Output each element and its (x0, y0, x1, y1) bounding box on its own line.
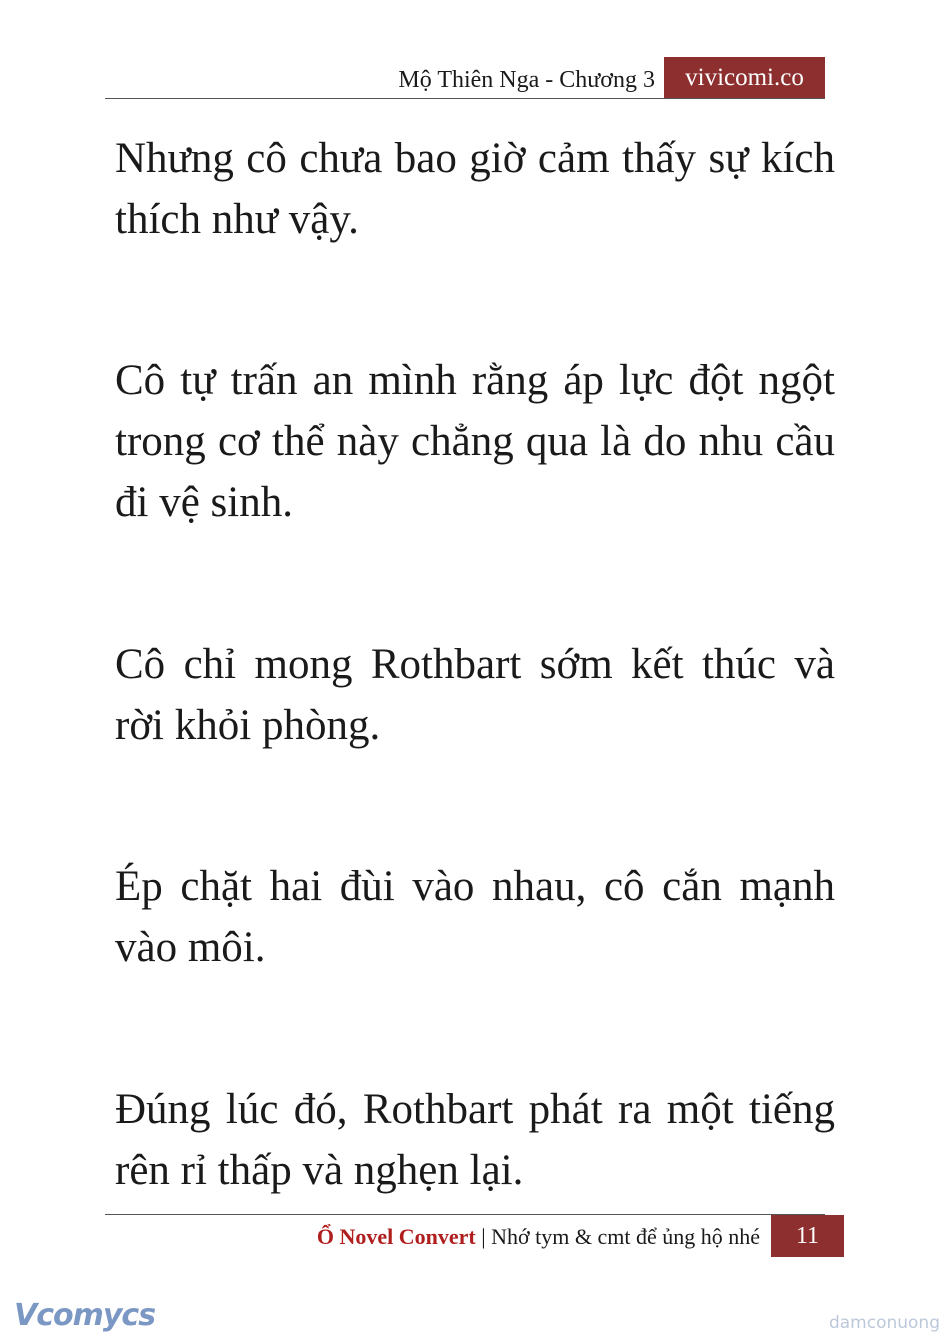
paragraph-5: Đúng lúc đó, Rothbart phát ra một tiếng rên rỉ thấp và nghẹn lại. (115, 1086, 835, 1194)
footer-credit (240, 1218, 760, 1256)
header-divider (105, 98, 825, 99)
watermark-right: damconuong (828, 1313, 940, 1333)
paragraph-3: Cô chỉ mong Rothbart sớm kết thúc và rời khỏi phòng. (115, 641, 835, 749)
paragraph-1: Nhưng cô chưa bao giờ cảm thấy sự kích thích như vậy. (115, 135, 835, 243)
paragraph-2: Cô tự trấn an mình rằng áp lực đột ngột trong cơ thể này chẳng qua là do nhu cầu đi vệ sinh. (115, 357, 835, 526)
footer-brand: Ổ Novel Convert (316, 1224, 476, 1249)
watermark-left: Vcomycs (14, 1298, 156, 1333)
paragraph-4: Ép chặt hai đùi vào nhau, cô cắn mạnh vào môi. (115, 863, 835, 971)
chapter-title: Mộ Thiên Nga - Chương 3 (398, 67, 655, 93)
footer-tagline: Nhớ tym & cmt để ủng hộ nhé (491, 1224, 760, 1249)
site-badge: vivicomi.co (664, 57, 825, 99)
footer-separator: | (475, 1224, 492, 1249)
page-number: 11 (771, 1215, 844, 1257)
footer-divider (105, 1214, 825, 1215)
